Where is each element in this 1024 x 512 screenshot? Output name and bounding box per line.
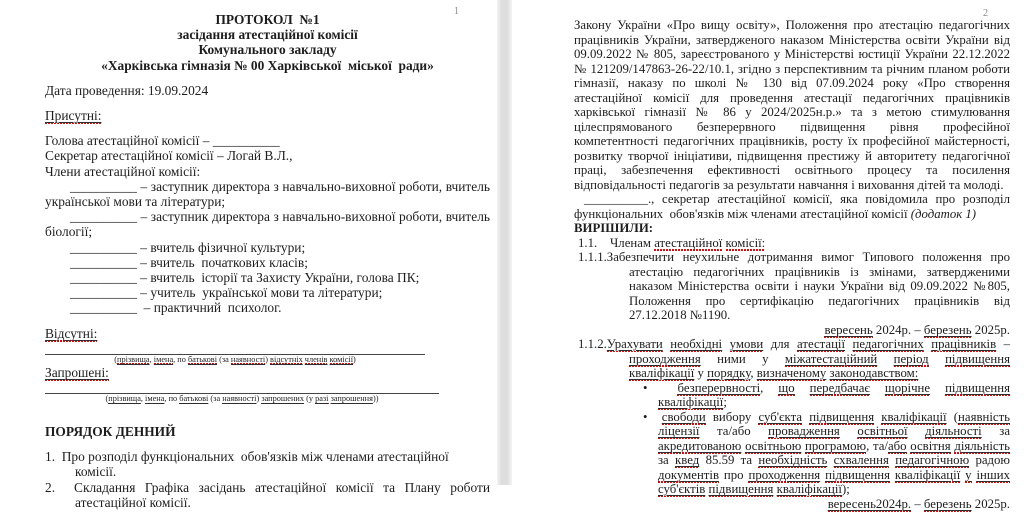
text-run: 1.1.2. [578, 337, 607, 351]
text-run: __________ – практичний психолог. [70, 300, 282, 316]
doc-title-line [45, 12, 490, 27]
styled-text-run: документів [658, 467, 719, 482]
member-line [45, 179, 490, 209]
styled-text-run: період [893, 351, 929, 366]
text-run [870, 381, 885, 395]
styled-text-run: проходження [629, 351, 701, 366]
member-line [45, 148, 490, 163]
styled-text-run: (додаток 1) [910, 206, 977, 221]
text-run: за [658, 453, 676, 467]
blank-line [45, 98, 490, 108]
styled-text-run: діяльності [925, 424, 982, 438]
doc-title-line [45, 27, 490, 42]
text-run: __________ – вчитель початкових класів; [70, 254, 308, 270]
text-run: за [981, 424, 1010, 438]
blank-line [45, 316, 490, 326]
styled-text-run: ліцензії [658, 424, 700, 438]
text-run: ) [353, 354, 356, 364]
text-run [930, 381, 945, 395]
styled-text-run: підвищення [708, 482, 774, 496]
styled-text-run: запрошених [261, 394, 305, 404]
styled-text-run: членів [304, 354, 328, 364]
styled-text-run: березень [923, 496, 972, 511]
member-line [45, 255, 490, 270]
styled-text-run: Урахувати [606, 337, 663, 351]
text-run: ними у [700, 351, 785, 366]
styled-text-run: суб'єкта [758, 409, 803, 424]
text-run: Дата проведення: 19.09.2024 [45, 82, 209, 98]
text-run: , [149, 354, 154, 364]
member-line [45, 240, 490, 255]
text-run: про [719, 467, 749, 482]
body-paragraph [574, 192, 1010, 221]
blank-line [45, 414, 490, 424]
text-run: __________ – вчитель фізичної культури; [70, 239, 306, 255]
styled-text-run: проходження [748, 467, 821, 482]
text-run: 2024р. – [872, 322, 924, 337]
text-run: засідання атестаційної комісії [177, 27, 358, 43]
styled-text-run: кваліфікації [658, 395, 724, 409]
styled-text-run: освітньої [857, 424, 908, 438]
member-line [45, 209, 490, 239]
text-run: ) [265, 354, 271, 364]
present-label [45, 108, 490, 123]
agenda-item [45, 449, 490, 479]
styled-text-run: безперервності [677, 380, 761, 395]
styled-text-run: атестаційної [654, 235, 723, 250]
styled-text-run: наявність [958, 409, 1011, 424]
styled-text-run: схвалення [833, 453, 889, 467]
text-run: Члени атестаційної комісії: [45, 163, 201, 179]
text-run: (за [217, 354, 231, 364]
text-run: Закону України «Про вищу освіту», Положення про атестацію педагогічних працівників України, затвердженого наказом Міністерства освіти України від 09.09.2022 № 805, зареєстрованого у Міністерстві юстиції України 22.12.2022 № 121209/147863-26-22/10.1, згідно з перспективним та річним планом роботи гімназії, наказу по школі № 130 від 07.09.2024 року «Про створення атестаційної комісії для проведення атестації педагогічних працівників харківської гімназії № 86 у 2024/2025н.р.» та з метою стимулювання цілеспрямованого безперервного підвищення рівня професійної компетентності педагогічних працівників, росту їх професійної майстерності, розвитку творчої ініціативи, підвищення престижу й авторитету педагогічної праці, забезпечення ефективності освітнього процесу та посилення відповідальності педагогів за результати навчання і виховання дітей та молоді. [574, 18, 1010, 192]
styled-text-run: освітньою [745, 438, 802, 453]
styled-text-run: вересень [824, 322, 873, 337]
styled-text-run: законодавством: [829, 366, 919, 380]
text-run: , [760, 380, 779, 395]
styled-text-run: батькові [187, 354, 218, 364]
blank-line [45, 439, 490, 449]
text-run: ( [946, 409, 959, 424]
text-run: , [750, 366, 757, 380]
styled-text-run: разі [315, 394, 329, 404]
styled-text-run: Запрошені: [45, 364, 109, 380]
text-run [722, 337, 730, 351]
blank-line [45, 123, 490, 133]
text-run: 2025р. [971, 496, 1010, 511]
text-run [908, 424, 926, 438]
styled-text-run: діяльність [954, 438, 1011, 453]
date-range [574, 323, 1010, 338]
text-run: та/або [699, 424, 769, 438]
styled-text-run: акредитованою [658, 438, 742, 453]
blank-line [45, 73, 490, 83]
styled-text-run: кваліфікації [894, 467, 961, 482]
document-page-1[interactable] [0, 0, 497, 510]
styled-text-run: у [965, 467, 972, 482]
text-run [929, 352, 945, 366]
text-run [827, 453, 833, 467]
text-run: , та/ [866, 438, 888, 453]
caption [45, 355, 425, 365]
text-run: , по [173, 354, 188, 364]
text-run: радою [969, 453, 1010, 467]
fill-in-line [45, 343, 425, 355]
styled-text-run: запрошення [330, 394, 373, 404]
text-run: у [694, 366, 708, 380]
text-run: ) [256, 394, 262, 404]
text-run: Секретар атестаційної комісії – Логай В.Л., [45, 148, 293, 164]
text-run: 2. Складання Графіка засідань атестаційної комісії та Плану роботи атестаційної комісії. [45, 479, 490, 510]
styled-text-run: підвищення [825, 467, 891, 482]
styled-text-run: необхідні [670, 337, 723, 351]
styled-text-run: або [887, 438, 907, 453]
styled-text-run: що [778, 380, 795, 395]
fill-in-line [45, 382, 439, 394]
meeting-date [45, 83, 490, 98]
text-run: Голова атестаційної комісії – __________ [45, 133, 280, 149]
text-run: – [996, 337, 1011, 351]
styled-text-run: щорічне [884, 380, 931, 395]
body-paragraph [574, 18, 1010, 192]
numbered-item [574, 250, 1010, 323]
member-line [45, 300, 490, 315]
document-page-2[interactable] [512, 0, 1024, 511]
styled-text-run: комісії: [725, 235, 766, 250]
text-run: 2025р. [971, 322, 1010, 337]
styled-text-run: кваліфікації [629, 366, 695, 380]
invited-label [45, 365, 490, 380]
text-run: ); [841, 482, 850, 496]
styled-text-run: працівників [931, 337, 997, 351]
styled-text-run: прізвища [117, 354, 150, 364]
styled-text-run: кваліфікації [881, 409, 947, 424]
styled-text-run: визначеному [756, 366, 827, 380]
text-run: ( [105, 394, 109, 404]
text-run: ( [114, 354, 117, 364]
member-line [45, 285, 490, 300]
styled-text-run: порядку [707, 366, 751, 380]
styled-text-run: свободи [661, 409, 706, 424]
page-body [574, 18, 1010, 511]
styled-text-run: необхідність [758, 453, 828, 467]
doc-title-line [45, 58, 490, 73]
styled-text-run: наявності [222, 394, 257, 404]
member-line [45, 270, 490, 285]
text-run: __________., секретар атестаційної комісії, яка повідомила про розподіл функціональних обов'язків між членами атестаційної комісії [574, 192, 1010, 221]
styled-text-run: наявності [230, 354, 266, 364]
text-run: 1. Про розподіл функціональних обов'язків між членами атестаційної комісії. [45, 449, 449, 480]
doc-title-line [45, 42, 490, 57]
styled-text-run: педагогічних [852, 337, 924, 351]
text-run: ПРОТОКОЛ №1 [215, 12, 320, 27]
blank-line [45, 404, 490, 414]
page-number: 1 [454, 6, 459, 17]
member-line [45, 133, 490, 148]
styled-text-run: педагогічною [895, 453, 970, 467]
styled-text-run: відсутніх [270, 354, 303, 364]
text-run: )) [372, 394, 379, 404]
styled-text-run: вересень2024р. [827, 496, 912, 511]
agenda-item [45, 480, 490, 510]
styled-text-run: кваліфікації [776, 482, 842, 496]
text-run: • [643, 380, 678, 395]
text-run: – [911, 496, 924, 511]
styled-text-run: березень [923, 322, 972, 337]
text-run: 85.59 та [699, 453, 759, 467]
text-run: 1.1. Членам [578, 235, 655, 250]
text-run: , по [164, 394, 180, 404]
styled-text-run: прізвища [108, 394, 141, 404]
text-run: (у [304, 394, 316, 404]
styled-text-run: підвищення [809, 409, 875, 424]
styled-text-run: батькові [179, 394, 209, 404]
styled-text-run: програмою [805, 438, 867, 453]
text-run [795, 381, 810, 395]
text-run: __________ – учитель української мови та літератури; [70, 285, 383, 301]
text-run: «Харківська гімназія № 00 Харківської міської ради» [101, 57, 434, 73]
bullet-item [574, 410, 1010, 497]
styled-text-run: підвищення [945, 380, 1010, 395]
text-run: __________ – вчитель історії та Захисту України, голова ПК; [70, 270, 420, 286]
styled-text-run: провадження [768, 424, 840, 438]
text-run: __________ – заступник директора з навчально-виховної роботи, вчитель української мови та літератури; [45, 178, 490, 210]
text-run: вибору [705, 409, 759, 424]
styled-text-run: міжатестаційний [784, 351, 878, 366]
styled-text-run: квед [675, 453, 700, 467]
resolved-heading [574, 221, 1010, 236]
page-body [45, 12, 490, 510]
text-run [840, 424, 858, 438]
text-run: Комунального закладу [198, 42, 337, 58]
styled-text-run: суб'єктів [658, 482, 706, 496]
text-run: • [643, 409, 662, 424]
text-run [845, 337, 853, 351]
text-run: (за [208, 394, 223, 404]
caption [45, 394, 439, 404]
text-run [877, 352, 893, 366]
styled-text-run: комісії [329, 354, 353, 364]
agenda-heading [45, 424, 490, 439]
date-range [574, 497, 1010, 512]
styled-text-run: підвищення [945, 351, 1010, 366]
numbered-item [574, 236, 1010, 251]
member-line [45, 164, 490, 179]
text-run: , [140, 394, 146, 404]
absent-label [45, 326, 490, 341]
styled-text-run: Відсутні: [45, 325, 98, 341]
styled-text-run: імена [153, 354, 174, 364]
styled-text-run: передбачає [809, 380, 870, 395]
text-run: ВИРІШИЛИ: [574, 221, 654, 235]
text-run: __________ – заступник директора з навчально-виховної роботи, вчитель біології; [45, 209, 490, 240]
text-run: ПОРЯДОК ДЕННИЙ [45, 424, 176, 440]
bullet-item [574, 381, 1010, 410]
page-gap [497, 0, 512, 485]
styled-text-run: Присутні: [45, 108, 102, 124]
text-run: для [763, 337, 798, 351]
styled-text-run: атестації [797, 337, 846, 351]
text-run: 1.1.1.Забезпечити неухильне дотримання вимог Типового положення про атестацію педагогічних працівників із змінами, затвердженими наказом Міністерства освіти і науки України від 09.09.2022 №805, Положення про сертифікацію педагогічних працівників від 27.12.2018 №1190. [578, 250, 1010, 322]
page-number: 2 [983, 8, 988, 19]
text-run: ; [723, 395, 727, 409]
styled-text-run: умови [729, 337, 764, 351]
styled-text-run: освітня [910, 438, 951, 453]
styled-text-run: імена [145, 394, 165, 404]
numbered-item [574, 337, 1010, 381]
styled-text-run: інших [976, 467, 1010, 482]
